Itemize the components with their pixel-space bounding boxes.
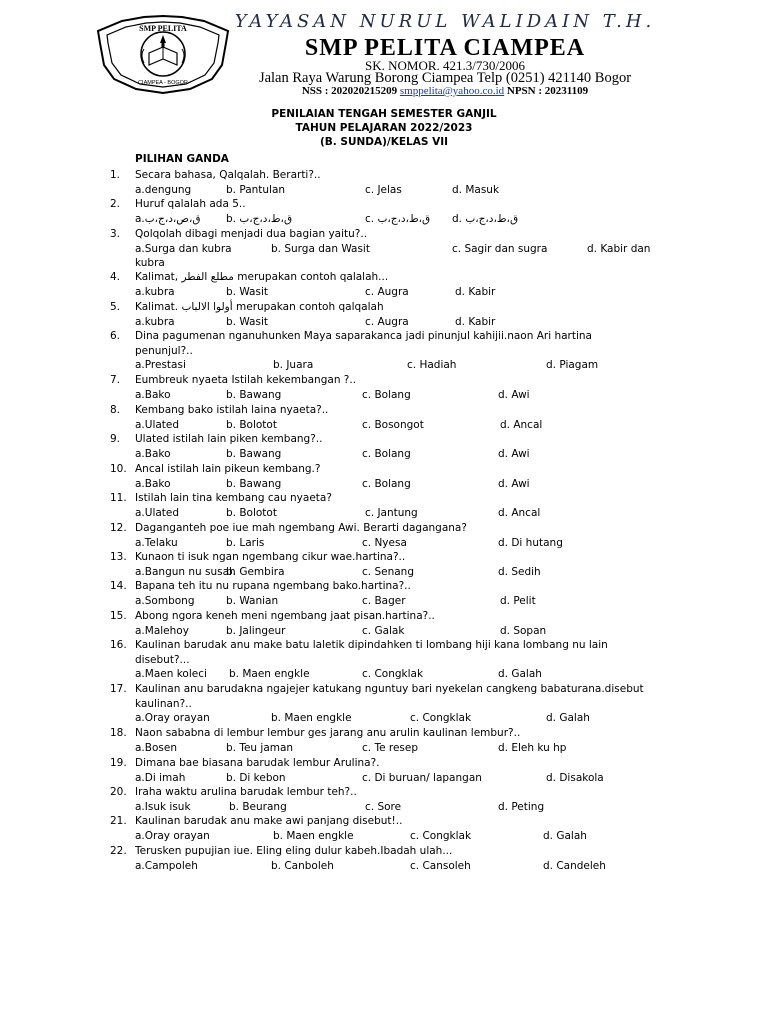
answer-option[interactable]: a.Ulated [135,506,180,519]
nss-number: NSS : 202020215209 [301,85,398,97]
answer-option[interactable]: d. Kabir [455,315,496,328]
question-number: 11. [110,492,127,504]
answer-option[interactable]: d. Kabir [455,285,496,298]
answer-option[interactable]: d. Di hutang [498,536,563,549]
question-text: Bapana teh itu nu rupana ngembang bako.hartina?.. [135,580,411,592]
question-number: 16. [110,639,127,651]
section-title: PILIHAN GANDA [135,153,229,165]
question-number: 20. [110,786,127,798]
school-year: TAHUN PELAJARAN 2022/2023 [295,122,473,134]
answer-option[interactable]: d. Piagam [546,359,599,372]
answer-option[interactable]: a.Isuk isuk [135,800,191,813]
answer-option[interactable]: a.Campoleh [135,859,198,872]
answer-option[interactable]: c. Hadiah [407,359,457,372]
answer-option[interactable]: a.kubra [135,285,175,298]
answer-option[interactable]: a.ق،ص،د،ج،ب [135,212,201,225]
answer-option[interactable]: c. Jantung [365,506,418,519]
answer-option[interactable]: a.Bako [135,447,171,460]
answer-option[interactable]: a.Ulated [135,418,180,431]
answer-option[interactable]: c. Bosongot [362,418,424,431]
answer-option[interactable]: c. Bager [362,594,406,607]
answer-option[interactable]: c. Nyesa [362,536,407,549]
answer-option[interactable]: d. Candeleh [543,859,606,872]
question-text-continued: disebut?... [135,653,190,666]
answer-option-continued: kubra [135,257,165,270]
question-number: 2. [110,198,121,210]
school-name: SMP PELITA CIAMPEA [304,35,586,61]
answer-option[interactable]: a.Oray orayan [135,829,210,842]
answer-option[interactable]: b. Jalingeur [226,624,286,637]
subject-class: (B. SUNDA)/KELAS VII [319,136,449,148]
question-text: Kaulinan barudak anu make awi panjang disebut!.. [135,815,403,827]
question-text: Iraha waktu arulina barudak lembur teh?.. [135,786,357,798]
npsn-number: NPSN : 20231109 [506,85,589,97]
answer-option[interactable]: b. Bawang [226,477,282,490]
question-text: Naon sababna di lembur lembur ges jarang anu arulin kaulinan lembur?.. [135,727,521,739]
answer-option[interactable]: a.Malehoy [135,624,189,637]
question-text: Dimana bae biasana barudak lembur Arulina?. [135,757,380,769]
answer-option[interactable]: b. Maen engkle [229,668,310,681]
answer-option[interactable]: d. Awi [498,447,530,460]
question-number: 7. [110,374,121,386]
answer-option[interactable]: d. Ancal [500,418,543,431]
school-logo [94,13,232,95]
answer-option[interactable]: c. Bolang [362,388,411,401]
answer-option[interactable]: d. Galah [498,668,542,681]
answer-option[interactable]: c. Congklak [410,829,472,842]
question-number: 18. [110,727,127,739]
answer-option[interactable]: b. Bolotot [226,506,277,519]
answer-option[interactable]: d. Ancal [498,506,541,519]
answer-option[interactable]: a.Prestasi [135,359,186,372]
question-text: Kalimat. أولوا الالباب merupakan contoh qalqalah [135,301,384,313]
question-number: 10. [110,463,127,475]
question-text-continued: kaulinan?.. [135,697,192,710]
question-text: Kaulinan anu barudakna ngajejer katukang nguntuy bari nyekelan cangkeng babaturana.disebut [135,683,644,695]
answer-option[interactable]: b. Laris [226,536,265,549]
question-text: Terusken pupujian iue. Eling eling dulur kabeh.Ibadah ulah... [135,845,453,857]
question-text: Dina pagumenan nganuhunken Maya saparakanca jadi pinunjul kahijii.naon Ari hartina [135,330,592,342]
question-text-continued: penunjul?.. [135,344,193,357]
sk-number: SK. NOMOR. 421.3/730/2006 [365,58,525,73]
question-number: 15. [110,610,127,622]
answer-option[interactable]: a.kubra [135,315,175,328]
logo-top-text: SMP PELITA [139,24,187,33]
answer-option[interactable]: d. Masuk [452,183,500,196]
question-text: Kembang bako istilah laina nyaeta?.. [135,404,329,416]
answer-option[interactable]: b. Wanian [226,594,279,607]
answer-option[interactable]: b. Bolotot [226,418,277,431]
question-number: 1. [110,169,121,181]
answer-option[interactable]: c. Congklak [410,712,472,725]
answer-option[interactable]: d. Awi [498,388,530,401]
question-text: Ulated istilah lain piken kembang?.. [135,433,323,445]
answer-option[interactable]: a.Oray orayan [135,712,210,725]
answer-option[interactable]: b. Pantulan [226,183,286,196]
answer-option[interactable]: a.Telaku [135,536,178,549]
answer-option[interactable]: b. Canboleh [271,859,334,872]
answer-option[interactable]: a.Di imah [135,771,186,784]
answer-option[interactable]: d. Galah [543,829,587,842]
answer-option[interactable]: c. Te resep [362,741,419,754]
answer-option[interactable]: b. Bawang [226,388,282,401]
answer-option[interactable]: b. Surga dan Wasit [271,242,370,255]
question-text: Daganganteh poe iue mah ngembang Awi. Berarti dagangana? [135,522,467,534]
answer-option[interactable]: c. ق،ط،د،ج،ب [365,212,431,225]
logo-bottom-text: CIAMPEA - BOGOR [138,80,188,86]
question-text: Istilah lain tina kembang cau nyaeta? [135,492,332,504]
answer-option[interactable]: d. Peting [498,800,545,813]
answer-option[interactable]: c. Augra [365,285,409,298]
answer-option[interactable]: a.Bosen [135,741,177,754]
question-number: 5. [110,301,121,313]
question-text: Kalimat, مطلع الفطر merupakan contoh qalalah... [135,271,389,283]
answer-option[interactable]: b. Wasit [226,285,268,298]
question-number: 9. [110,433,121,445]
question-number: 21. [110,815,127,827]
answer-option[interactable]: d. Pelit [500,594,536,607]
answer-option[interactable]: c. Augra [365,315,409,328]
question-text: Qolqolah dibagi menjadi dua bagian yaitu?.. [135,228,368,240]
answer-option[interactable]: b. Bawang [226,447,282,460]
exam-title: PENILAIAN TENGAH SEMESTER GANJIL [271,108,497,120]
answer-option[interactable]: c. Jelas [365,183,402,196]
question-number: 12. [110,522,127,534]
answer-option[interactable]: a.Sombong [135,594,195,607]
answer-option[interactable]: b. ق،ط،د،ج،ب [226,212,293,225]
answer-option[interactable]: b. Di kebon [226,771,286,784]
foundation-name: YAYASAN NURUL WALIDAIN T.H. [234,11,656,32]
answer-option[interactable]: b. Maen engkle [271,712,352,725]
answer-option[interactable]: a.Surga dan kubra [135,242,232,255]
question-number: 19. [110,757,127,769]
answer-option[interactable]: d. Kabir dan [587,242,651,255]
question-text: Secara bahasa, Qalqalah. Berarti?.. [135,169,321,181]
answer-option[interactable]: d. Sopan [500,624,547,637]
answer-option[interactable]: c. Congklak [362,668,424,681]
question-text: Ancal istilah lain pikeun kembang.? [135,463,321,475]
answer-option[interactable]: a.dengung [135,183,192,196]
answer-option[interactable]: c. Bolang [362,477,411,490]
answer-option[interactable]: a.Bako [135,388,171,401]
answer-option[interactable]: c. Di buruan/ lapangan [362,771,482,784]
nss-line [233,85,657,97]
answer-option[interactable]: d. Awi [498,477,530,490]
school-address: Jalan Raya Warung Borong Ciampea Telp (0251) 421140 Bogor [258,70,632,86]
answer-option[interactable]: d. Eleh ku hp [498,741,567,754]
answer-option[interactable]: d. Disakola [546,771,604,784]
answer-option[interactable]: b. Wasit [226,315,268,328]
answer-option[interactable]: d. Galah [546,712,590,725]
question-text: Kaulinan barudak anu make batu laletik dipindahken ti lombang hiji kana lombang nu lain [135,639,608,651]
answer-option[interactable]: d. Sedih [498,565,541,578]
question-text: Abong ngora keneh meni ngembang jaat pisan.hartina?.. [135,610,435,622]
answer-option[interactable]: c. Galak [362,624,405,637]
answer-option[interactable]: b. Teu jaman [226,741,294,754]
question-number: 13. [110,551,127,563]
question-number: 4. [110,271,121,283]
question-number: 22. [110,845,127,857]
answer-option[interactable]: c. Sagir dan sugra [452,242,548,255]
answer-option[interactable]: b. Beurang [229,800,287,813]
question-number: 14. [110,580,127,592]
question-number: 8. [110,404,121,416]
answer-option[interactable]: a.Bako [135,477,171,490]
answer-option[interactable]: a.Bangun nu susah [135,565,236,578]
answer-option[interactable]: c. Senang [362,565,414,578]
answer-option[interactable]: c. Sore [365,800,402,813]
answer-option[interactable]: b. Juara [273,359,314,372]
question-number: 3. [110,228,121,240]
question-text: Eumbreuk nyaeta Istilah kekembangan ?.. [135,374,357,386]
question-text: Huruf qalalah ada 5.. [135,198,246,210]
answer-option[interactable]: c. Bolang [362,447,411,460]
question-number: 17. [110,683,127,695]
question-text: Kunaon ti isuk ngan ngembang cikur wae.hartina?.. [135,551,406,563]
answer-option[interactable]: b. Maen engkle [273,829,354,842]
answer-option[interactable]: c. Cansoleh [410,859,471,872]
email-link[interactable]: smppelita@yahoo.co.id [399,85,505,97]
answer-option[interactable]: b. Gembira [226,565,285,578]
answer-option[interactable]: a.Maen koleci [135,668,207,681]
question-number: 6. [110,330,121,342]
answer-option[interactable]: d. ق،ط،د،ج،ب [452,212,519,225]
